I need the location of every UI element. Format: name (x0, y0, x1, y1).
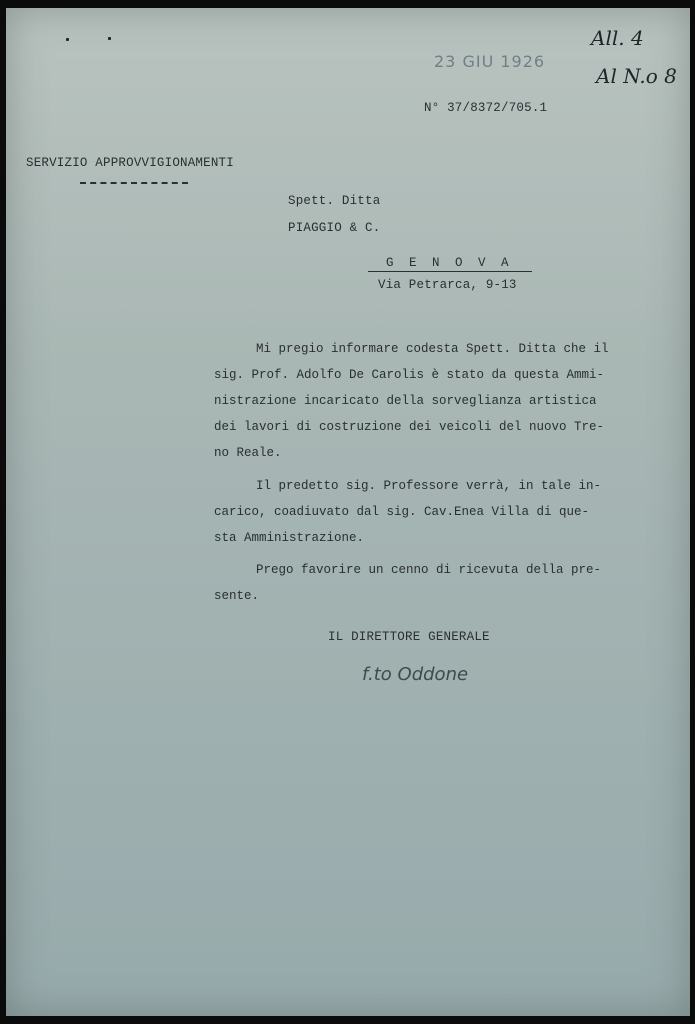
body-line: dei lavori di costruzione dei veicoli del nuovo Tre- (214, 420, 605, 434)
handwritten-annotation-top: All. 4 (591, 26, 644, 50)
office-heading: SERVIZIO APPROVVIGIONAMENTI (26, 156, 234, 170)
body-line: no Reale. (214, 446, 282, 460)
body-line: carico, coadiuvato dal sig. Cav.Enea Villa di que- (214, 505, 590, 519)
body-line: nistrazione incaricato della sorveglianza artistica (214, 394, 597, 408)
body-line: Il predetto sig. Professore verrà, in tale in- (256, 479, 602, 493)
punch-mark (66, 38, 69, 41)
recipient-address: Via Petrarca, 9-13 (378, 278, 517, 292)
document-page (6, 8, 690, 1016)
body-line: sente. (214, 589, 260, 603)
city-underline (368, 271, 532, 273)
handwritten-annotation-bottom: Al N.o 8 (596, 64, 677, 88)
body-line: Prego favorire un cenno di ricevuta della pre- (256, 563, 602, 577)
protocol-number: N° 37/8372/705.1 (424, 101, 548, 115)
recipient-company: PIAGGIO & C. (288, 221, 381, 235)
office-underline (80, 182, 188, 185)
date-stamp: 23 GIU 1926 (434, 52, 546, 71)
recipient-city: G E N O V A (386, 256, 513, 270)
body-line: sig. Prof. Adolfo De Carolis è stato da questa Ammi- (214, 368, 605, 382)
signature: f.to Oddone (362, 664, 469, 685)
body-line: sta Amministrazione. (214, 531, 365, 545)
closing-title: IL DIRETTORE GENERALE (328, 630, 490, 644)
body-line: Mi pregio informare codesta Spett. Ditta che il (256, 342, 609, 356)
punch-mark (108, 37, 111, 40)
recipient-salutation: Spett. Ditta (288, 194, 381, 208)
